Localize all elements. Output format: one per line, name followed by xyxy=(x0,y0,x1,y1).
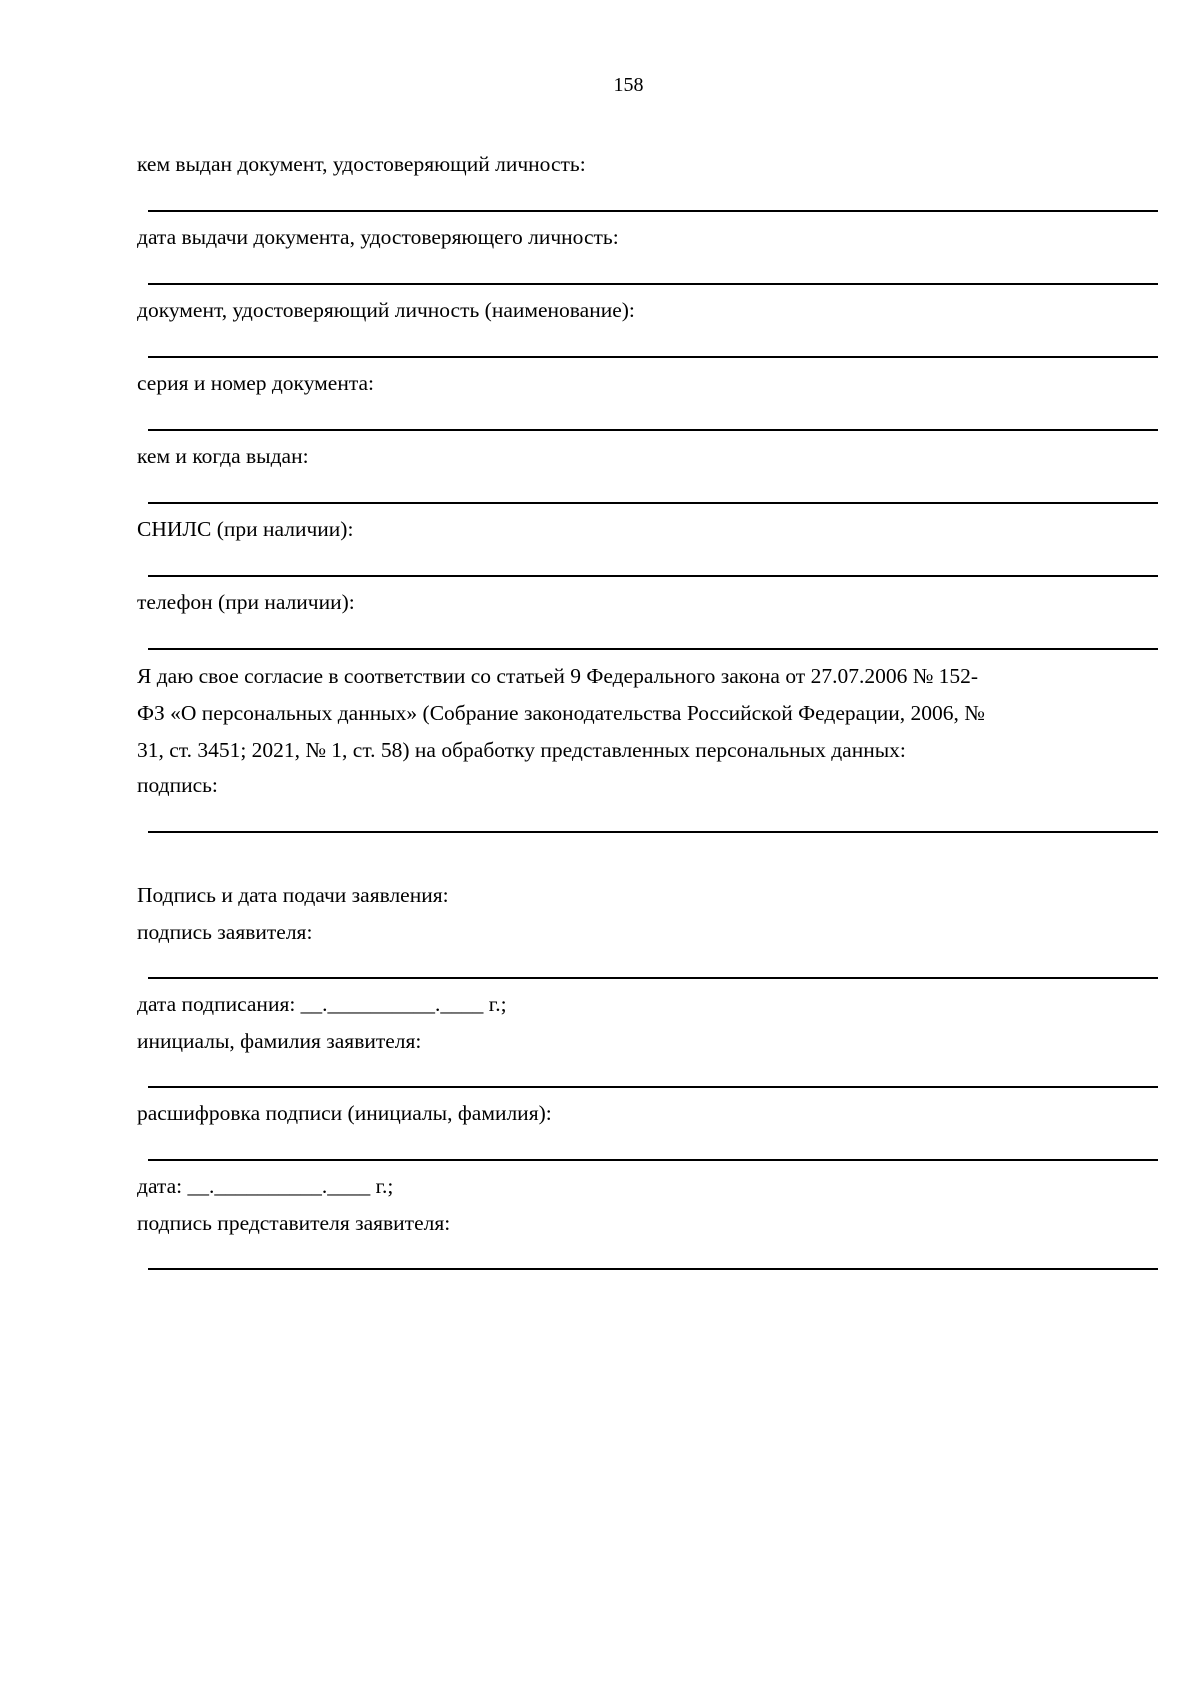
applicant-name-field[interactable] xyxy=(148,1086,1158,1088)
issued-by-when-label: кем и когда выдан: xyxy=(137,444,309,468)
page-number: 158 xyxy=(613,74,644,96)
snils-label: СНИЛС (при наличии): xyxy=(137,517,354,541)
signature-decoding-field[interactable] xyxy=(148,1159,1158,1161)
consent-paragraph: Я даю свое согласие в соответствии со статьей 9 Федерального закона от 27.07.2006 № 152- ФЗ «О персональных данных» (Собрание законодательства Российской Федерации, 2006, № 31, ст. 3451; 2021, № 1, ст. 58) на обработку представленных персональных данных: xyxy=(137,664,985,762)
issued-by-label: кем выдан документ, удостоверяющий личность: xyxy=(137,152,586,176)
issued-by-field[interactable] xyxy=(148,210,1158,212)
document-name-field[interactable] xyxy=(148,356,1158,358)
phone-field[interactable] xyxy=(148,648,1158,650)
issue-date-label: дата выдачи документа, удостоверяющего личность: xyxy=(137,225,619,249)
issued-by-when-field[interactable] xyxy=(148,502,1158,504)
series-number-label: серия и номер документа: xyxy=(137,371,374,395)
signature-decoding-label: расшифровка подписи (инициалы, фамилия): xyxy=(137,1101,552,1125)
consent-signature-field[interactable] xyxy=(148,831,1158,833)
applicant-name-label: инициалы, фамилия заявителя: xyxy=(137,1029,422,1053)
signing-date-label: дата подписания: __.__________.____ г.; xyxy=(137,992,507,1016)
submission-heading: Подпись и дата подачи заявления: xyxy=(137,883,449,907)
series-number-field[interactable] xyxy=(148,429,1158,431)
snils-field[interactable] xyxy=(148,575,1158,577)
phone-label: телефон (при наличии): xyxy=(137,590,355,614)
issue-date-field[interactable] xyxy=(148,283,1158,285)
consent-signature-label: подпись: xyxy=(137,773,218,797)
applicant-signature-label: подпись заявителя: xyxy=(137,920,313,944)
date-label: дата: __.__________.____ г.; xyxy=(137,1174,394,1198)
representative-signature-field[interactable] xyxy=(148,1268,1158,1270)
document-name-label: документ, удостоверяющий личность (наименование): xyxy=(137,298,635,322)
representative-signature-label: подпись представителя заявителя: xyxy=(137,1211,451,1235)
applicant-signature-field[interactable] xyxy=(148,977,1158,979)
